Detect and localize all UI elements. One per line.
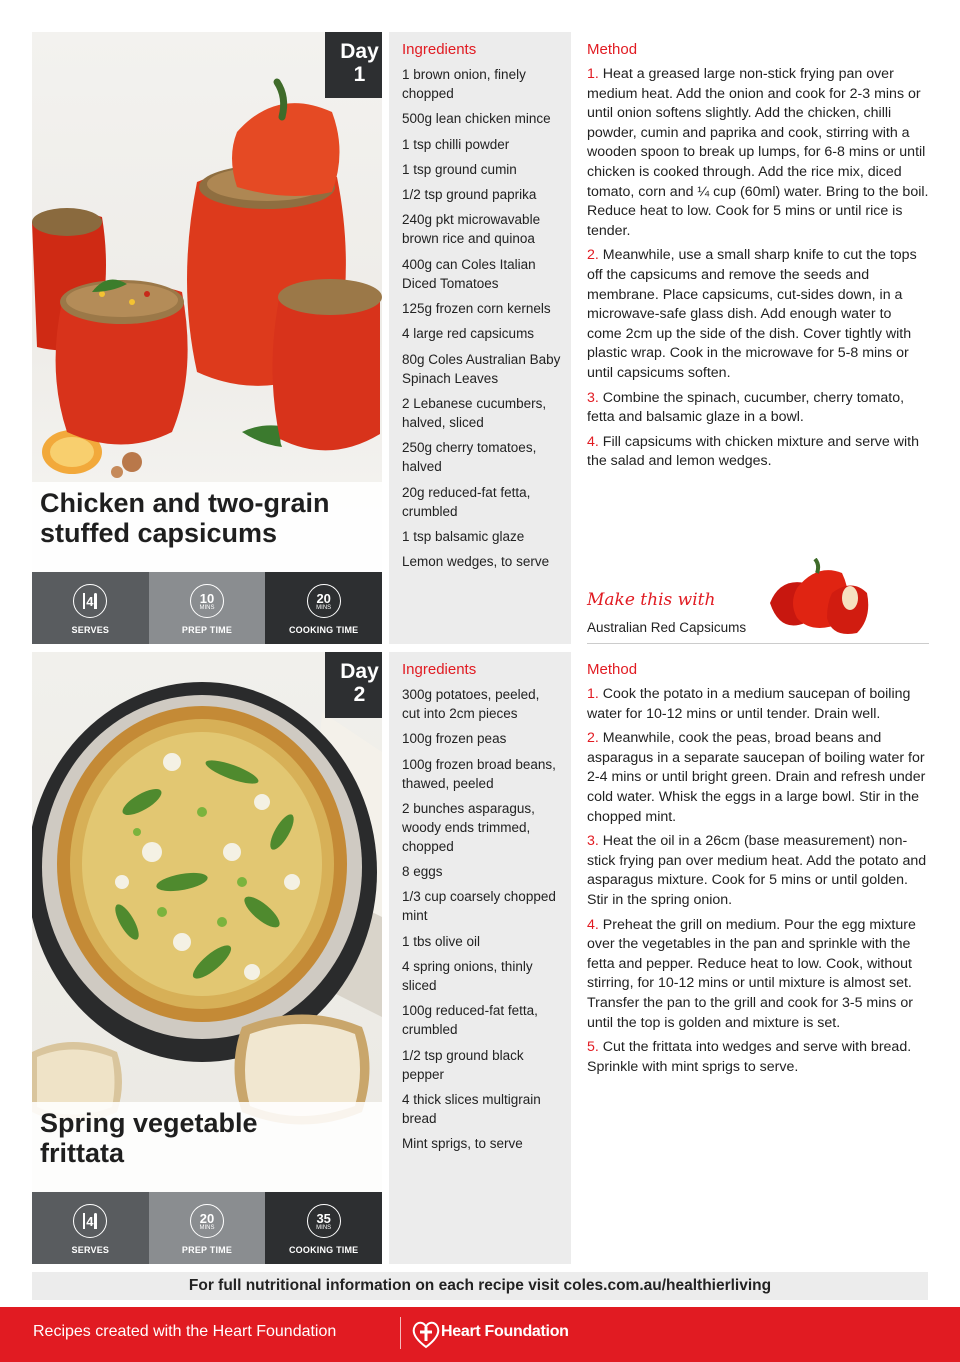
method-step [587,433,929,472]
ingredient-item: 80g Coles Australian Baby Spinach Leaves [402,351,561,386]
clock-icon [190,1204,224,1238]
prep-time-unit: MINS [199,1224,215,1231]
step-text: Fill capsicums with chicken mixture and serve with the salad and lemon wedges. [587,433,919,470]
serves-label: SERVES [71,625,110,635]
ingredient-item: 2 bunches asparagus, woody ends trimmed, chopped [402,800,535,854]
ingredient-item: 400g can Coles Italian Diced Tomatoes [402,256,536,291]
ingredients-list [402,65,561,571]
method-steps [587,65,929,472]
method-step [587,916,929,1034]
ingredient-item: 1 tsp chilli powder [402,136,510,152]
ingredient-item: 2 Lebanese cucumbers, halved, sliced [402,395,547,430]
step-text: Combine the spinach, cucumber, cherry tomato, fetta and balsamic glaze in a bowl. [587,389,905,426]
ingredients-list [402,685,561,1153]
recipe-title-line-2: stuffed capsicums [40,518,278,548]
cooking-time-label: COOKING TIME [288,625,359,635]
step-number: 3. [587,833,599,850]
method-step [587,1038,929,1077]
step-number: 1. [587,686,599,702]
ingredient-item: 1/2 tsp ground paprika [402,187,537,203]
day-label: Day [340,660,379,683]
stat-prep-time [149,572,266,644]
step-text: Cook the potato in a medium saucepan of boiling water for 10-12 mins or until tender. Drain well. [587,686,911,722]
serves-value: 4 [86,1213,94,1229]
ingredient-item: 4 thick slices multigrain bread [402,1091,541,1126]
cooking-time-label: COOKING TIME [288,1245,359,1255]
recipe-card-day-1 [0,32,960,644]
nutrition-info-banner: For full nutritional information on each recipe visit coles.com.au/healthierliving [32,1272,928,1300]
ingredients-panel [389,652,571,1264]
prep-time-unit: MINS [199,604,215,611]
red-capsicums-image [762,558,872,638]
step-number: 4. [587,433,599,450]
ingredients-panel [389,32,571,644]
day-label: Day [340,40,379,63]
method-step [587,389,929,428]
step-number: 1. [587,66,599,82]
ingredient-item: 4 large red capsicums [402,326,535,342]
clock-icon [190,584,224,618]
method-heading: Method [587,661,638,678]
clock-icon [307,584,341,618]
day-number: 2 [353,683,366,706]
step-number: 5. [587,1039,599,1056]
prep-time-value: 10 [199,590,215,606]
heart-foundation-brand: Heart Foundation [441,1323,569,1340]
recipe-photo-frittata [32,652,382,1192]
recipe-title-line-1: Chicken and two-grain [40,488,330,518]
stat-prep-time [149,1192,266,1264]
day-number: 1 [353,63,366,86]
step-text: Meanwhile, use a small sharp knife to cut the tops off the capsicums and remove the seeds and membrane. Place capsicums, cut-sides down, in a microwave-safe glass dish. Add enough water to come 2cm up the side of the dish. Cover tightly with plastic wrap. Cook in the microwave for 5-8 mins or until capsicums soften. [587,247,917,381]
ingredient-item: 4 spring onions, thinly sliced [402,959,533,994]
footer-text: Recipes created with the Heart Foundation [33,1323,337,1340]
ingredient-item: 1 brown onion, finely chopped [402,67,526,101]
ingredient-item: 240g pkt microwavable brown rice and quinoa [402,212,541,247]
ingredient-item: 100g frozen broad beans, thawed, peeled [402,756,556,791]
ingredient-item: 1 tbs olive oil [402,933,481,949]
method-step [587,246,929,383]
step-text: Heat a greased large non-stick frying pan over medium heat. Add the onion and cook for 2-3 mins or until onion softens slightly. Add the chicken, chilli powder, cumin and paprika and cook, stirring with a wooden spoon to break up lumps, for 6-8 mins or until chicken is cooked through. Add the rice mix, diced tomato, corn and ¼ cup (60ml) water. Bring to the boil. Reduce heat to low. Cook for 5 mins or until rice is tender. [587,66,929,239]
recipe-card-day-2 [0,652,960,1264]
day-badge [325,32,382,98]
step-number: 2. [587,247,599,264]
ingredient-item: 1 tsp ground cumin [402,161,517,177]
recipe-title-box [32,482,382,572]
method-step [587,685,929,724]
footer-divider [400,1317,401,1349]
ingredient-item: 125g frozen corn kernels [402,301,551,317]
make-this-with-promo [587,582,929,644]
step-text: Meanwhile, cook the peas, broad beans and asparagus in a separate saucepan of boiling water for 2-4 mins or until bright green. Drain and refresh under cold water. Whisk the eggs in a large bowl. Stir in the chopped mint. [587,730,926,825]
stat-serves [32,1192,149,1264]
ingredient-item: 500g lean chicken mince [402,111,551,127]
step-number: 4. [587,916,599,933]
clock-icon [307,1204,341,1238]
ingredients-heading: Ingredients [402,661,477,678]
prep-time-label: PREP TIME [181,625,233,635]
method-steps [587,685,929,1077]
serves-label: SERVES [71,1245,110,1255]
prep-time-value: 20 [199,1210,215,1226]
cutlery-icon [73,1204,107,1238]
recipe-stats-bar [32,1192,382,1264]
stat-cooking-time [265,572,382,644]
ingredient-item: 250g cherry tomatoes, halved [402,440,537,475]
ingredient-item: Lemon wedges, to serve [402,554,550,570]
ingredient-item: 1/2 tsp ground black pepper [402,1047,524,1082]
stat-serves [32,572,149,644]
ingredient-item: 20g reduced-fat fetta, crumbled [402,484,531,519]
cooking-time-value: 20 [316,590,331,606]
ingredient-item: 1/3 cup coarsely chopped mint [402,889,556,924]
ingredient-item: 100g reduced-fat fetta, crumbled [402,1003,538,1038]
ingredient-item: 100g frozen peas [402,731,507,747]
cutlery-icon [73,584,107,618]
step-number: 3. [587,389,599,406]
method-panel [587,32,929,477]
prep-time-label: PREP TIME [181,1245,233,1255]
ingredient-item: Mint sprigs, to serve [402,1136,523,1152]
ingredients-heading: Ingredients [402,41,477,58]
ingredient-item: 8 eggs [402,864,443,880]
method-step [587,65,929,241]
step-number: 2. [587,730,599,747]
method-step [587,729,929,827]
serves-value: 4 [86,593,94,609]
heart-foundation-logo-icon [410,1317,442,1351]
ingredient-item: 1 tsp balsamic glaze [402,528,525,544]
step-text: Preheat the grill on medium. Pour the egg mixture over the vegetables in the pan and sprinkle with the fetta and pepper. Reduce heat to low. Cook, without stirring, for 10-12 mins or until mixture is almost set. Transfer the pan to the grill and cook for 3-5 mins or until the top is golden and mixture is set. [587,916,916,1031]
recipe-title-box [32,1102,382,1192]
ingredient-item: 300g potatoes, peeled, cut into 2cm pieces [402,687,540,721]
day-badge [325,652,382,718]
footer [0,1307,960,1362]
cooking-time-unit: MINS [316,1224,332,1231]
cooking-time-value: 35 [316,1210,331,1226]
method-heading: Method [587,41,638,58]
method-panel [587,652,929,1082]
step-text: Cut the frittata into wedges and serve with bread. Sprinkle with mint sprigs to serve. [587,1039,912,1075]
make-this-with-label: Make this with [587,590,716,610]
method-step [587,832,929,910]
recipe-title-line-1: Spring vegetable [40,1108,258,1138]
cooking-time-unit: MINS [316,604,332,611]
step-text: Heat the oil in a 26cm (base measurement) non-stick frying pan over medium heat. Add the potato and asparagus mixture. Cook for 5 mins or until golden. Stir in the spring onion. [587,833,927,908]
recipe-stats-bar [32,572,382,644]
stat-cooking-time [265,1192,382,1264]
recipe-title-line-2: frittata [40,1138,125,1168]
recipe-photo-stuffed-capsicums [32,32,382,572]
product-name: Australian Red Capsicums [587,620,747,635]
